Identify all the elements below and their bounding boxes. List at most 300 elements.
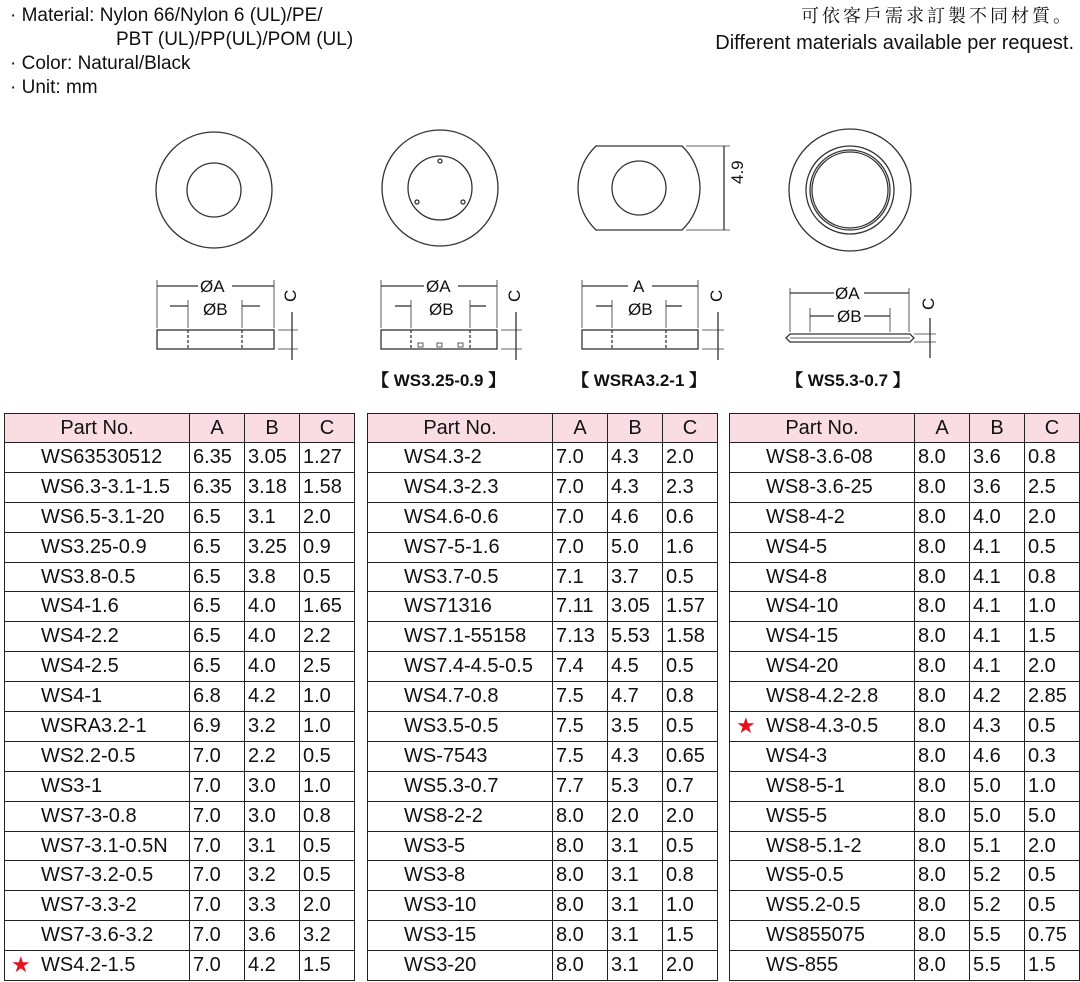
dim-a-cell [190,712,245,742]
table-row [730,502,1080,532]
caption-wsra3-2: 【 WSRA3.2-1 】 [572,371,707,390]
part-number-cell [5,562,190,592]
dim-b-value: 3.5 [611,714,639,737]
part-number: WS8-3.6-25 [766,475,873,498]
part-number: WS4-3 [766,744,828,767]
dim-a-cell [190,831,245,861]
dim-b-cell [970,951,1025,981]
part-number-cell [368,443,553,473]
dim-a-value: 8.0 [556,864,584,887]
dim-c-value: 1.58 [666,625,705,648]
part-number-cell [5,831,190,861]
dim-b-cell [970,562,1025,592]
table-row [5,921,355,951]
dim-b-cell [608,562,663,592]
table-row [368,443,718,473]
dim-a-cell [553,891,608,921]
dim-c-cell [663,861,718,891]
part-number-cell [730,771,915,801]
part-number-cell [368,861,553,891]
table-row [368,472,718,502]
washer-side-view-3 [582,280,724,360]
dim-c-value: 1.0 [1028,774,1056,797]
dim-a-cell [190,861,245,891]
table-row [5,443,355,473]
dim-b-cell [970,921,1025,951]
part-number: WS4.2-1.5 [41,954,136,977]
table-row [5,741,355,771]
dim-c-value: 2.0 [1028,505,1056,528]
dim-c-value: 1.5 [666,924,694,947]
dim-a-value: 8.0 [918,834,946,857]
dim-a-cell [190,682,245,712]
part-number-cell [368,801,553,831]
part-number: WS4-15 [766,625,839,648]
dim-c-value: 2.2 [303,625,331,648]
dim-b-value: 5.5 [973,954,1001,977]
dim-c-value: 1.65 [303,595,342,618]
dim-b-value: 5.0 [973,774,1001,797]
part-number-cell [5,921,190,951]
table-row [368,532,718,562]
dim-a-value: 8.0 [918,744,946,767]
dim-b-value: 3.7 [611,565,639,588]
dim-b-value: 3.8 [248,565,276,588]
table-row [730,801,1080,831]
dim-c-cell [663,831,718,861]
table-row [730,592,1080,622]
dim-c-label-1: C [281,289,300,302]
dim-a-cell [190,801,245,831]
dim-b-value: 4.3 [611,744,639,767]
dim-b-value: 5.5 [973,924,1001,947]
table-row [5,502,355,532]
header-pn: Part No. [730,414,915,443]
dim-b-cell [608,861,663,891]
dim-b-cell [970,652,1025,682]
dim-a-value: 6.35 [193,445,232,468]
dim-c-cell [300,771,355,801]
part-number: WS63530512 [41,445,163,468]
dim-b-value: 5.0 [611,535,639,558]
dim-b-value: 4.7 [611,685,639,708]
part-number: WS4-2.2 [41,625,119,648]
table-row [5,801,355,831]
dim-b-value: 2.2 [248,744,276,767]
dim-a-value: 8.0 [918,714,946,737]
dim-a-value: 8.0 [918,475,946,498]
part-number: WS4.3-2.3 [404,475,499,498]
dim-c-cell [300,443,355,473]
dim-c-cell [1025,951,1080,981]
dim-b-value: 3.0 [248,774,276,797]
table-row [5,622,355,652]
dim-b-value: 5.1 [973,834,1001,857]
dim-b-value: 3.18 [248,475,287,498]
dim-a-cell [190,622,245,652]
dim-c-cell [1025,592,1080,622]
dim-a-value: 7.13 [556,625,595,648]
dim-a-value: 8.0 [918,685,946,708]
dim-c-cell [1025,801,1080,831]
dim-b-value: 5.2 [973,864,1001,887]
part-number-cell [368,472,553,502]
dim-a-value: 8.0 [918,505,946,528]
table-row [730,622,1080,652]
part-number: WS5-5 [766,804,828,827]
part-number-cell [368,682,553,712]
dim-c-value: 0.8 [666,685,694,708]
dim-c-value: 0.8 [303,804,331,827]
note-chinese: 可依客戶需求訂製不同材質。 [801,6,1074,27]
dim-c-value: 0.6 [666,505,694,528]
dim-c-value: 1.27 [303,445,342,468]
dim-a-cell [915,771,970,801]
dim-b-cell [608,682,663,712]
dim-a-label-4: ØA [835,284,860,303]
washer-top-view-4 [789,129,911,251]
dim-a-value: 7.0 [193,804,221,827]
dim-c-cell [300,532,355,562]
dim-b-cell [608,592,663,622]
note-english: Different materials available per request. [715,32,1074,54]
dim-a-value: 7.0 [193,774,221,797]
dim-c-value: 0.5 [303,744,331,767]
dim-a-cell [915,532,970,562]
dim-a-cell [190,443,245,473]
dim-a-value: 8.0 [556,954,584,977]
part-number: WS4-1 [41,685,103,708]
dim-c-cell [1025,921,1080,951]
dim-a-cell [190,502,245,532]
dim-c-cell [1025,682,1080,712]
dim-c-cell [1025,502,1080,532]
dim-a-cell [915,712,970,742]
part-number-cell [5,682,190,712]
dim-b-value: 4.1 [973,595,1001,618]
dim-b-value: 3.3 [248,894,276,917]
dim-b-cell [970,741,1025,771]
part-number: WS7-3.2-0.5 [41,864,154,887]
dim-c-value: 1.5 [303,954,331,977]
part-number-cell [368,712,553,742]
dim-a-value: 6.5 [193,625,221,648]
part-number: WS2.2-0.5 [41,744,136,767]
part-number-cell [730,831,915,861]
dim-c-label-4: C [919,297,938,310]
dim-a-cell [553,562,608,592]
dim-a-cell [190,472,245,502]
dim-a-value: 8.0 [918,625,946,648]
part-number-cell [730,682,915,712]
table-header-row [730,414,1080,443]
part-number: WS4-1.6 [41,595,119,618]
part-number-cell [730,861,915,891]
dim-c-value: 2.0 [666,445,694,468]
dim-c-cell [663,921,718,951]
dim-a-cell [553,472,608,502]
dim-c-value: 0.5 [666,655,694,678]
dim-c-value: 2.5 [1028,475,1056,498]
dim-b-cell [970,861,1025,891]
dim-b-cell [245,771,300,801]
dim-c-cell [300,741,355,771]
dim-a-cell [915,801,970,831]
part-number: WS4.7-0.8 [404,685,499,708]
dim-b-label-3: ØB [628,300,653,319]
dim-a-value: 8.0 [918,954,946,977]
part-number-cell [5,472,190,502]
part-number: WS6.3-3.1-1.5 [41,475,170,498]
table-row [368,921,718,951]
dim-a-cell [553,443,608,473]
part-number-cell [5,771,190,801]
caption-ws3-25: 【 WS3.25-0.9 】 [372,371,506,390]
parts-table-1 [4,413,355,981]
part-number: WS4-5 [766,535,828,558]
dim-b-cell [970,801,1025,831]
dim-a-value: 8.0 [918,655,946,678]
dim-a-value: 6.5 [193,655,221,678]
dim-c-cell [663,652,718,682]
part-number: WS8-4-2 [766,505,845,528]
dim-c-value: 0.9 [303,535,331,558]
dim-a-cell [915,682,970,712]
dim-c-value: 1.6 [666,535,694,558]
table-header-row [5,414,355,443]
part-number: WS4-20 [766,655,839,678]
dim-c-cell [1025,443,1080,473]
dim-c-cell [663,682,718,712]
table-row [368,891,718,921]
dim-c-value: 0.5 [666,714,694,737]
part-number-cell [368,622,553,652]
dim-c-cell [663,741,718,771]
dim-b-value: 4.1 [973,625,1001,648]
dim-c-value: 0.3 [1028,744,1056,767]
dim-c-cell [300,502,355,532]
dim-a-value: 8.0 [918,894,946,917]
dim-c-value: 1.0 [303,714,331,737]
table-row [5,831,355,861]
dim-a-value: 7.0 [193,924,221,947]
dim-a-cell [915,443,970,473]
dim-a-cell [190,562,245,592]
dim-b-cell [608,622,663,652]
part-number-cell [5,502,190,532]
dim-c-value: 0.8 [1028,565,1056,588]
table-row [368,592,718,622]
dim-c-cell [1025,622,1080,652]
dim-b-value: 4.0 [248,625,276,648]
dim-b-value: 4.1 [973,655,1001,678]
dim-b-cell [245,532,300,562]
part-number-cell [368,652,553,682]
washer-top-view-1 [156,132,272,248]
dim-a-cell [915,891,970,921]
dim-a-value: 8.0 [918,535,946,558]
dim-c-cell [1025,741,1080,771]
dim-a-cell [553,682,608,712]
dim-a-value: 7.5 [556,714,584,737]
dim-b-value: 3.6 [973,475,1001,498]
dim-c-cell [1025,532,1080,562]
dim-a-value: 7.7 [556,774,584,797]
dim-c-value: 5.0 [1028,804,1056,827]
dim-c-value: 2.0 [1028,655,1056,678]
table-row [5,532,355,562]
table-row [730,443,1080,473]
part-number: WS-7543 [404,744,488,767]
dim-c-value: 1.0 [303,685,331,708]
dim-b-value: 4.2 [973,685,1001,708]
table-row [730,532,1080,562]
part-number: WS4-8 [766,565,828,588]
header-b: B [245,414,300,443]
dim-b-cell [245,472,300,502]
spec-material-cont: PBT (UL)/PP(UL)/POM (UL) [116,29,354,50]
part-number: WS8-5.1-2 [766,834,862,857]
dim-b-cell [245,861,300,891]
table-row [730,771,1080,801]
dim-b-value: 3.2 [248,714,276,737]
dim-b-cell [608,951,663,981]
dim-a-cell [553,502,608,532]
dim-b-cell [608,502,663,532]
dim-b-cell [245,682,300,712]
dim-b-value: 4.6 [611,505,639,528]
dim-c-value: 0.65 [666,744,705,767]
part-number-cell [368,771,553,801]
dim-c-value: 0.5 [303,834,331,857]
dim-a-cell [915,831,970,861]
dim-a-cell [553,921,608,951]
part-number-cell [5,532,190,562]
dim-b-value: 4.1 [973,535,1001,558]
dim-c-cell [300,891,355,921]
part-number: WS3.5-0.5 [404,714,499,737]
dim-a-value: 7.0 [193,864,221,887]
spec-unit: · Unit: mm [10,77,98,98]
dim-b-value: 4.3 [611,475,639,498]
dim-a-value: 7.0 [556,505,584,528]
dim-c-cell [663,771,718,801]
dim-b-cell [970,712,1025,742]
washer-side-view-2 [381,280,522,360]
table-row [730,712,1080,742]
table-row [5,652,355,682]
dim-a-cell [553,622,608,652]
table-row [5,592,355,622]
header-pn: Part No. [5,414,190,443]
dim-a-value: 6.8 [193,685,221,708]
dim-c-cell [300,622,355,652]
dim-c-cell [663,622,718,652]
dim-c-cell [1025,831,1080,861]
part-number-cell [5,622,190,652]
dim-a-cell [915,622,970,652]
dim-a-cell [915,951,970,981]
dim-b-value: 3.05 [248,445,287,468]
dim-b-cell [970,472,1025,502]
dim-b-cell [245,891,300,921]
dim-a-cell [915,472,970,502]
part-number-cell [5,891,190,921]
header-a: A [190,414,245,443]
table-row [368,771,718,801]
part-number: WS6.5-3.1-20 [41,505,165,528]
dim-b-cell [608,532,663,562]
part-number: WS5.2-0.5 [766,894,861,917]
part-number: WS-855 [766,954,839,977]
dim-c-cell [1025,562,1080,592]
dim-a-label-1: ØA [200,277,225,296]
part-number-cell [730,712,915,742]
dim-c-cell [1025,712,1080,742]
dim-c-cell [663,562,718,592]
header-b: B [608,414,663,443]
dim-b-cell [245,801,300,831]
part-number: WS3-10 [404,894,477,917]
table-row [730,831,1080,861]
dim-b-value: 4.0 [248,655,276,678]
dim-a-value: 7.5 [556,744,584,767]
dim-a-value: 7.4 [556,655,584,678]
dim-c-value: 2.0 [666,804,694,827]
dim-b-value: 4.3 [611,445,639,468]
part-number: WS8-4.3-0.5 [766,714,879,737]
table-row [368,741,718,771]
dim-height-label: 4.9 [728,160,747,184]
dim-a-value: 6.5 [193,535,221,558]
dim-a-value: 7.0 [193,834,221,857]
table-row [5,771,355,801]
dim-a-value: 8.0 [918,595,946,618]
dim-c-value: 0.5 [1028,864,1056,887]
dim-b-cell [608,741,663,771]
dim-b-cell [245,741,300,771]
dim-a-value: 8.0 [556,894,584,917]
dim-b-value: 3.25 [248,535,287,558]
dim-c-value: 1.58 [303,475,342,498]
dim-c-value: 2.0 [1028,834,1056,857]
washer-top-view-3 [578,146,730,230]
dim-c-cell [300,831,355,861]
dim-c-value: 3.2 [303,924,331,947]
dim-b-label-2: ØB [429,300,454,319]
header-a: A [553,414,608,443]
table-row [5,562,355,592]
dim-a-cell [553,592,608,622]
part-number-cell [730,801,915,831]
dim-c-value: 0.5 [1028,894,1056,917]
dim-c-cell [300,861,355,891]
dim-c-cell [1025,891,1080,921]
dim-c-label-2: C [505,289,524,302]
dim-a-value: 6.5 [193,565,221,588]
part-number: WS4-2.5 [41,655,119,678]
dim-c-value: 0.5 [303,864,331,887]
table-row [730,682,1080,712]
washer-top-view-2 [382,130,498,246]
dim-b-value: 4.0 [973,505,1001,528]
part-number-cell [730,472,915,502]
table-row [368,502,718,532]
dim-b-cell [608,801,663,831]
table-row [730,891,1080,921]
header-pn: Part No. [368,414,553,443]
dim-a-cell [915,741,970,771]
